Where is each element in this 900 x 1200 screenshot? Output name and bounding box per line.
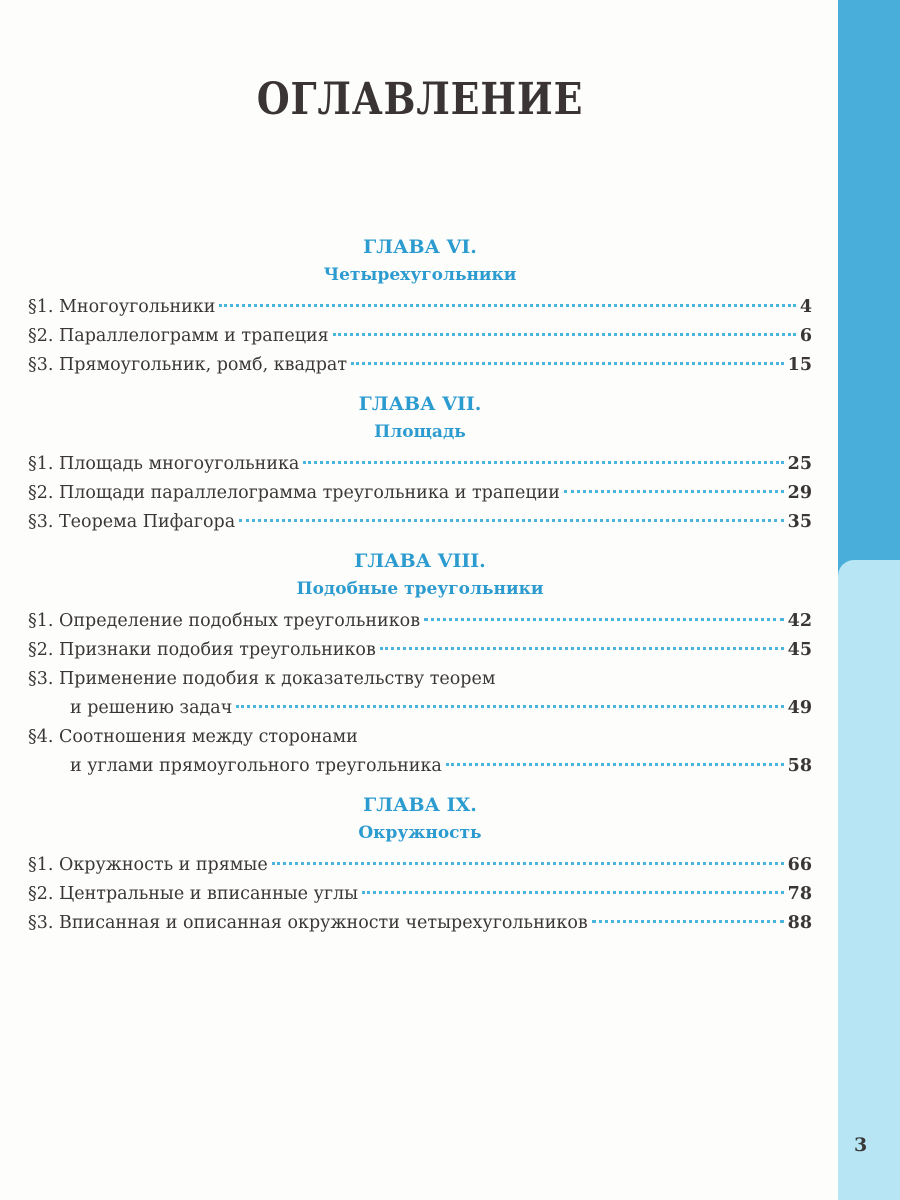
page-number: 3 [854, 1134, 868, 1156]
entry-page-number: 66 [787, 855, 812, 875]
side-strip-light [838, 560, 900, 1200]
entry-label: §3. Теорема Пифагора [28, 512, 236, 532]
toc-entry[interactable] [28, 880, 812, 909]
chapter-subtitle: Четырехугольники [323, 265, 517, 285]
dot-leader [592, 920, 784, 923]
dot-leader [351, 362, 784, 365]
dot-leader [380, 647, 784, 650]
toc-entry[interactable] [28, 508, 812, 537]
entry-label: §2. Площади параллелограмма треугольника и трапеции [28, 483, 560, 503]
entry-page-number: 29 [787, 483, 812, 503]
dot-leader [333, 333, 796, 336]
dot-leader [272, 862, 784, 865]
dot-leader [219, 304, 795, 307]
dot-leader [564, 490, 784, 493]
chapter-subtitle: Подобные треугольники [296, 579, 544, 599]
entry-list [28, 293, 812, 380]
chapter-section [28, 547, 812, 781]
entry-label: §2. Центральные и вписанные углы [28, 884, 359, 904]
toc-entry[interactable] [28, 636, 812, 665]
entry-label: §1. Определение подобных треугольников [28, 611, 421, 631]
toc-entry-line[interactable] [28, 665, 812, 694]
page-title: ОГЛАВЛЕНИЕ [256, 74, 584, 125]
entry-page-number: 15 [787, 355, 812, 375]
dot-leader [236, 705, 783, 708]
entry-page-number: 45 [787, 640, 812, 660]
entry-page-number: 42 [787, 611, 812, 631]
dot-leader [446, 763, 784, 766]
entry-label: §1. Площадь многоугольника [28, 454, 300, 474]
toc-entry[interactable] [28, 851, 812, 880]
toc-entry[interactable] [28, 351, 812, 380]
entry-page-number: 88 [787, 913, 812, 933]
entry-page-number: 25 [787, 454, 812, 474]
toc-entry[interactable] [28, 479, 812, 508]
entry-label: и углами прямоугольного треугольника [70, 756, 442, 776]
entry-label: §4. Соотношения между сторонами [28, 727, 358, 747]
entry-label: §3. Применение подобия к доказательству теорем [28, 669, 496, 689]
entry-list [28, 450, 812, 537]
entry-list [28, 851, 812, 938]
entry-list [28, 607, 812, 781]
entry-page-number: 58 [787, 756, 812, 776]
entry-page-number: 6 [799, 326, 812, 346]
toc-entry[interactable] [28, 607, 812, 636]
toc-entry[interactable] [28, 694, 812, 723]
chapter-title: ГЛАВА IX. [363, 794, 477, 816]
chapter-title: ГЛАВА VII. [358, 393, 482, 415]
chapter-section [28, 791, 812, 938]
entry-label: §3. Прямоугольник, ромб, квадрат [28, 355, 348, 375]
toc-entry-line[interactable] [28, 723, 812, 752]
toc-entry[interactable] [28, 752, 812, 781]
dot-leader [424, 618, 784, 621]
chapter-subtitle: Площадь [374, 422, 466, 442]
table-of-contents [28, 233, 812, 938]
dot-leader [303, 461, 783, 464]
entry-page-number: 78 [787, 884, 812, 904]
entry-page-number: 4 [799, 297, 812, 317]
entry-label: §3. Вписанная и описанная окружности четырехугольников [28, 913, 588, 933]
entry-label: §2. Признаки подобия треугольников [28, 640, 376, 660]
chapter-subtitle: Окружность [358, 823, 482, 843]
entry-label: §1. Многоугольники [28, 297, 216, 317]
toc-entry[interactable] [28, 909, 812, 938]
entry-label: и решению задач [70, 698, 233, 718]
entry-page-number: 49 [787, 698, 812, 718]
toc-entry[interactable] [28, 293, 812, 322]
entry-label: §2. Параллелограмм и трапеция [28, 326, 329, 346]
entry-label: §1. Окружность и прямые [28, 855, 268, 875]
dot-leader [239, 519, 784, 522]
toc-entry[interactable] [28, 450, 812, 479]
chapter-title: ГЛАВА VIII. [354, 550, 486, 572]
chapter-title: ГЛАВА VI. [363, 236, 477, 258]
side-strip-dark [838, 0, 900, 575]
entry-page-number: 35 [787, 512, 812, 532]
toc-entry[interactable] [28, 322, 812, 351]
chapter-section [28, 233, 812, 380]
dot-leader [362, 891, 784, 894]
chapter-section [28, 390, 812, 537]
